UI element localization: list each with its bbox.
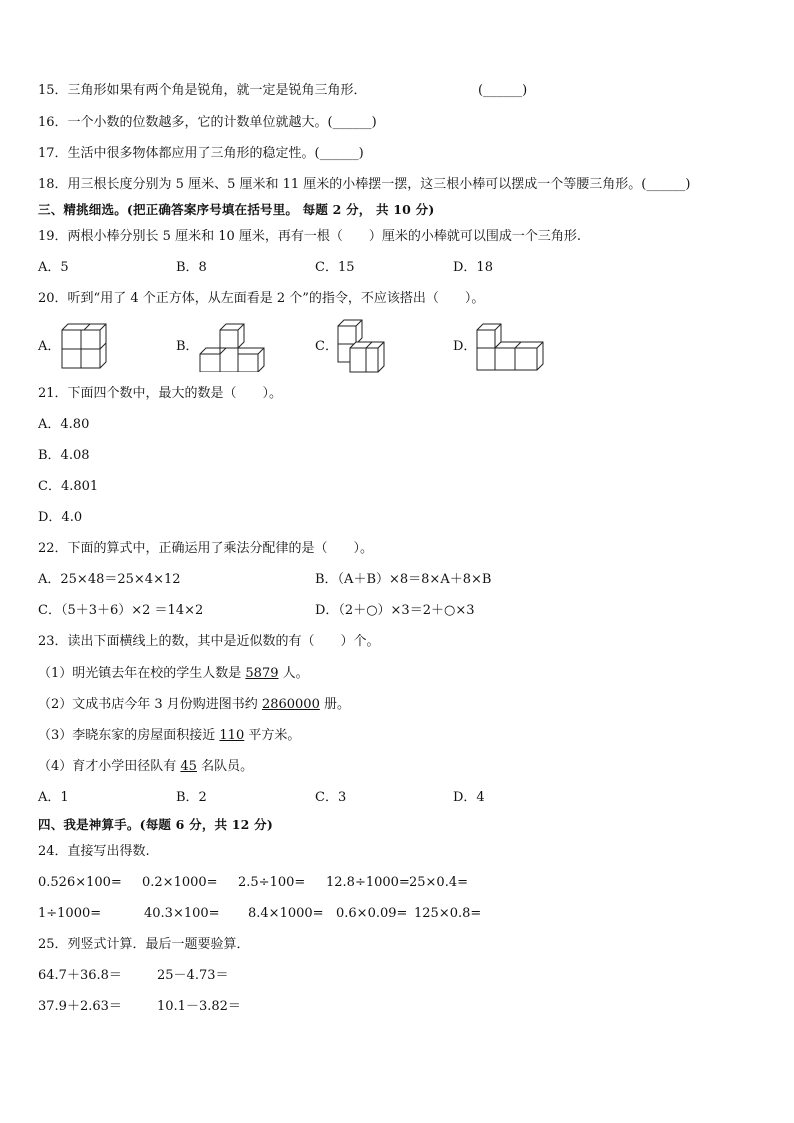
q21-option-b[interactable]: B．4.08 <box>38 448 90 463</box>
section-3-heading: 三、精挑细选。(把正确答案序号填在括号里。 每题 2 分， 共 10 分) <box>38 202 435 217</box>
q25-expr: 10.1－3.82＝ <box>157 999 241 1014</box>
q23-number-3: 110 <box>219 728 245 743</box>
q23-statement-3: （3）李晓东家的房屋面积接近 110 平方米。 <box>38 728 301 743</box>
q20-option-b[interactable]: B． <box>176 339 199 354</box>
q24-expr: 0.2×1000= <box>142 875 218 890</box>
q24-expr: 1÷1000= <box>38 906 102 921</box>
q19-option-d[interactable]: D．18 <box>453 260 493 275</box>
q20-figure-d <box>475 322 547 372</box>
q23-statement-1: （1）明光镇去年在校的学生人数是 5879 人。 <box>38 666 309 681</box>
question-24-stem: 24．直接写出得数. <box>38 844 150 859</box>
question-17: 17．生活中很多物体都应用了三角形的稳定性。(______) <box>38 146 364 161</box>
q24-expr: 0.6×0.09= <box>336 906 408 921</box>
q20-option-c[interactable]: C． <box>315 339 338 354</box>
question-15-text: 15．三角形如果有两个角是锐角，就一定是锐角三角形． <box>38 83 367 98</box>
q25-expr: 64.7＋36.8＝ <box>38 968 122 983</box>
question-15 <box>38 82 367 100</box>
q21-option-a[interactable]: A．4.80 <box>38 417 90 432</box>
q23-option-a[interactable]: A．1 <box>38 790 69 805</box>
q20-option-a[interactable]: A． <box>38 339 61 354</box>
q23-statement-4: （4）育才小学田径队有 45 名队员。 <box>38 759 254 774</box>
q23-option-b[interactable]: B．2 <box>176 790 207 805</box>
q24-expr: 0.526×100= <box>38 875 122 890</box>
q24-expr: 8.4×1000= <box>248 906 324 921</box>
question-19-stem: 19．两根小棒分别长 5 厘米和 10 厘米，再有一根（ ）厘米的小棒就可以围成一个三角形. <box>38 229 582 244</box>
q25-expr: 37.9＋2.63＝ <box>38 999 122 1014</box>
question-23-stem: 23．读出下面横线上的数，其中是近似数的有（ ）个。 <box>38 634 380 649</box>
q20-figure-c <box>336 318 388 374</box>
q24-expr: 125×0.8= <box>414 906 482 921</box>
q20-option-d[interactable]: D． <box>453 339 477 354</box>
q22-option-b[interactable]: B．（A＋B）×8＝8×A＋8×B <box>315 572 492 587</box>
q23-option-c[interactable]: C．3 <box>315 790 347 805</box>
q23-number-4: 45 <box>180 759 197 774</box>
answer-blank-15[interactable]: (______) <box>478 83 528 98</box>
q23-number-1: 5879 <box>245 666 279 681</box>
q21-option-c[interactable]: C．4.801 <box>38 479 99 494</box>
q24-expr: 2.5÷100= <box>238 875 306 890</box>
question-18: 18．用三根长度分别为 5 厘米、5 厘米和 11 厘米的小棒摆一摆，这三根小棒可以摆成一个等腰三角形。(______) <box>38 177 691 192</box>
q24-expr: 25×0.4= <box>409 875 469 890</box>
q23-option-d[interactable]: D．4 <box>453 790 485 805</box>
question-22-stem: 22．下面的算式中，正确运用了乘法分配律的是（ ）。 <box>38 541 374 556</box>
question-16: 16．一个小数的位数越多，它的计数单位就越大。(______) <box>38 115 377 130</box>
q19-option-b[interactable]: B．8 <box>176 260 207 275</box>
section-4-heading: 四、我是神算手。(每题 6 分，共 12 分) <box>38 817 273 832</box>
q19-option-c[interactable]: C．15 <box>315 260 355 275</box>
q23-number-2: 2860000 <box>261 697 320 712</box>
q20-figure-b <box>198 322 268 372</box>
q22-option-c[interactable]: C．（5＋3＋6）×2 ＝14×2 <box>38 603 204 618</box>
q19-option-a[interactable]: A．5 <box>38 260 69 275</box>
q21-option-d[interactable]: D．4.0 <box>38 510 83 525</box>
question-25-stem: 25．列竖式计算．最后一题要验算． <box>38 937 250 952</box>
q22-option-d[interactable]: D．（2＋○）×3＝2＋○×3 <box>315 603 475 618</box>
question-20-stem: 20．听到“用了 4 个正方体，从左面看是 2 个”的指令，不应该搭出（ ）。 <box>38 291 485 306</box>
q20-figure-a <box>58 320 110 372</box>
q24-expr: 12.8÷1000= <box>326 875 410 890</box>
question-21-stem: 21．下面四个数中，最大的数是（ ）。 <box>38 386 283 401</box>
q24-expr: 40.3×100= <box>144 906 220 921</box>
q23-statement-2: （2）文成书店今年 3 月份购进图书约 2860000 册。 <box>38 697 350 712</box>
q25-expr: 25－4.73＝ <box>157 968 229 983</box>
q22-option-a[interactable]: A．25×48＝25×4×12 <box>38 572 181 587</box>
